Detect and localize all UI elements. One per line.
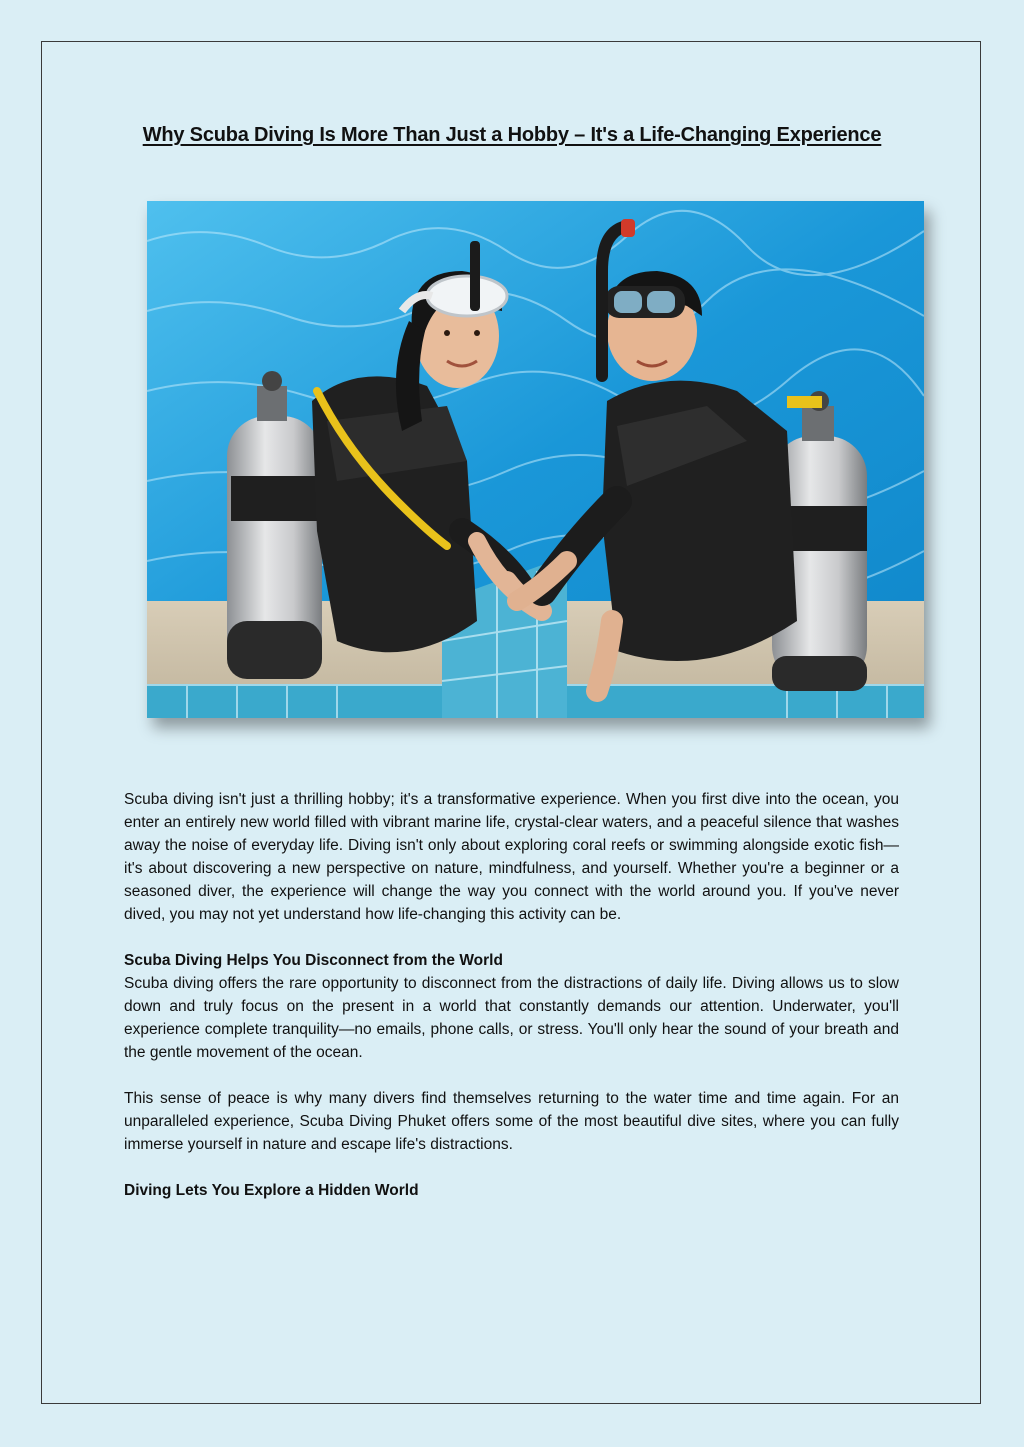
paragraph-intro: Scuba diving isn't just a thrilling hobby; it's a transformative experience. When you first dive into the ocean, you enter an entirely new world filled with vibrant marine life, crystal-clear waters, and a peaceful silence that washes away the noise of everyday life. Diving isn't only about exploring coral reefs or swimming alongside exotic fish—it's about discovering a new perspective on nature, mindfulness, and yourself. Whether you're a beginner or a seasoned diver, the experience will change the way you connect with the world around you. If you've never dived, you may not yet understand how life-changing this activity can be.	[124, 791, 899, 923]
section-heading-explore: Diving Lets You Explore a Hidden World	[124, 1182, 419, 1199]
hero-image	[147, 201, 924, 718]
paragraph-disconnect-2: This sense of peace is why many divers find themselves returning to the water time and time again. For an unparalleled experience, Scuba Diving Phuket offers some of the most beautiful dive sites, where you can fully immerse yourself in nature and escape life's distractions.	[124, 1090, 899, 1153]
page-title: Why Scuba Diving Is More Than Just a Hobby – It's a Life-Changing Experience	[142, 124, 882, 146]
section-heading-disconnect: Scuba Diving Helps You Disconnect from the World	[124, 952, 503, 969]
article-body	[124, 788, 899, 1202]
paragraph-disconnect-1: Scuba diving offers the rare opportunity to disconnect from the distractions of daily life. Diving allows us to slow down and truly focus on the present in a world that constantly demands our attention. Underwater, you'll experience complete tranquility—no emails, phone calls, or stress. You'll only hear the sound of your breath and the gentle movement of the ocean.	[124, 975, 899, 1061]
divers-photo-illustration	[147, 201, 924, 718]
